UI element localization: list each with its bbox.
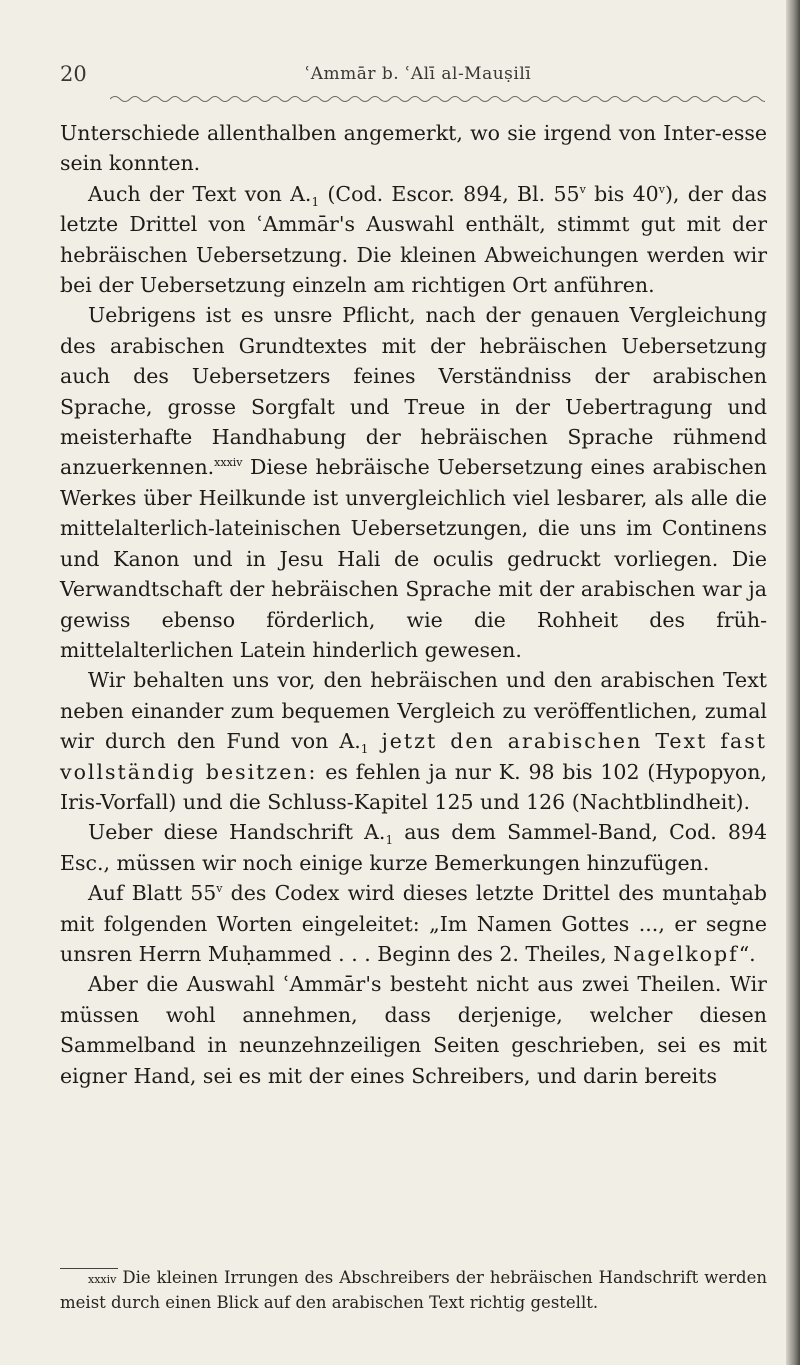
paragraph-2: Auch der Text von $A._1$ (Cod. Escor. 894, Bl. 55$^v$ bis 40$^v$), der das letzte Drittel von ʿAmmār's Auswahl enthält, stimmt gut mit der hebräischen Uebersetzung. Die kleinen Abweichungen werden wir bei der Uebersetzung einzeln am richtigen Ort anführen. (60, 181, 767, 298)
footnote-reference: xxxiv (214, 456, 243, 470)
footnote-mark: xxxiv (88, 1273, 117, 1286)
paragraph-5: Ueber diese Handschrift $A._1$ aus dem Sammel-Band, Cod. 894 Esc., müssen wir noch einige kurze Bemerkungen hinzufügen. (60, 820, 768, 875)
page-edge-shadow (786, 0, 800, 1365)
body-text (60, 118, 767, 1091)
page-header (60, 62, 750, 88)
running-head: ʿAmmār b. ʿAlī al-Mauṣilī (305, 64, 532, 84)
footnote (60, 1266, 767, 1314)
wavy-rule (110, 94, 765, 104)
paragraph-1: Unterschiede allenthalben angemerkt, wo sie irgend von Inter-esse sein konnten. (60, 121, 767, 176)
page-number: 20 (60, 62, 87, 86)
paragraph-6: Auf Blatt 55$^v$ des Codex wird dieses letzte Drittel des muntaḫab mit folgenden Worten eingeleitet: „Im Namen Gottes ..., er segne unsren Herrn Muḥammed . . . Beginn des 2. Theiles, Nagelkopf“. (60, 881, 767, 966)
paragraph-7: Aber die Auswahl ʿAmmār's besteht nicht aus zwei Theilen. Wir müssen wohl annehmen, dass derjenige, welcher diesen Sammelband in neunzehnzeiligen Seiten geschrieben, sei es mit eigner Hand, sei es mit der eines Schreibers, und darin bereits (60, 972, 767, 1088)
footnotes (60, 1266, 767, 1314)
paragraph-3: Uebrigens ist es unsre Pflicht, nach der genauen Vergleichung des arabischen Grundtextes mit der hebräischen Uebersetzung auch des Uebersetzers feines Verständniss der arabischen Sprache, grosse Sorgfalt und Treue in der Uebertragung und meisterhafte Handhabung der hebräischen Sprache rühmend anzuerkennen.$^{xxxiv}$ Diese hebräische Uebersetzung eines arabischen Werkes über Heilkunde ist unvergleichlich viel lesbarer, als alle die mittelalterlich-lateinischen Uebersetzungen, die uns im Continens und Kanon und in Jesu Hali de oculis gedruckt vorliegen. Die Verwandtschaft der hebräischen Sprache mit der arabischen war ja gewiss ebenso förderlich, wie die Rohheit des früh-mittelalterlichen Latein hinderlich gewesen. (60, 303, 767, 662)
footnote-text: Die kleinen Irrungen des Abschreibers der hebräischen Handschrift werden meist durch einen Blick auf den arabischen Text richtig gestellt. (60, 1268, 767, 1312)
paragraph-4: Wir behalten uns vor, den hebräischen und den arabischen Text neben einander zum bequemen Vergleich zu veröffentlichen, zumal wir durch den Fund von $A._1$ jetzt den arabischen Text fast vollständig besitzen: es fehlen ja nur K. 98 bis 102 (Hypopyon, Iris-Vorfall) und die Schluss-Kapitel 125 und 126 (Nachtblindheit). (60, 668, 767, 814)
